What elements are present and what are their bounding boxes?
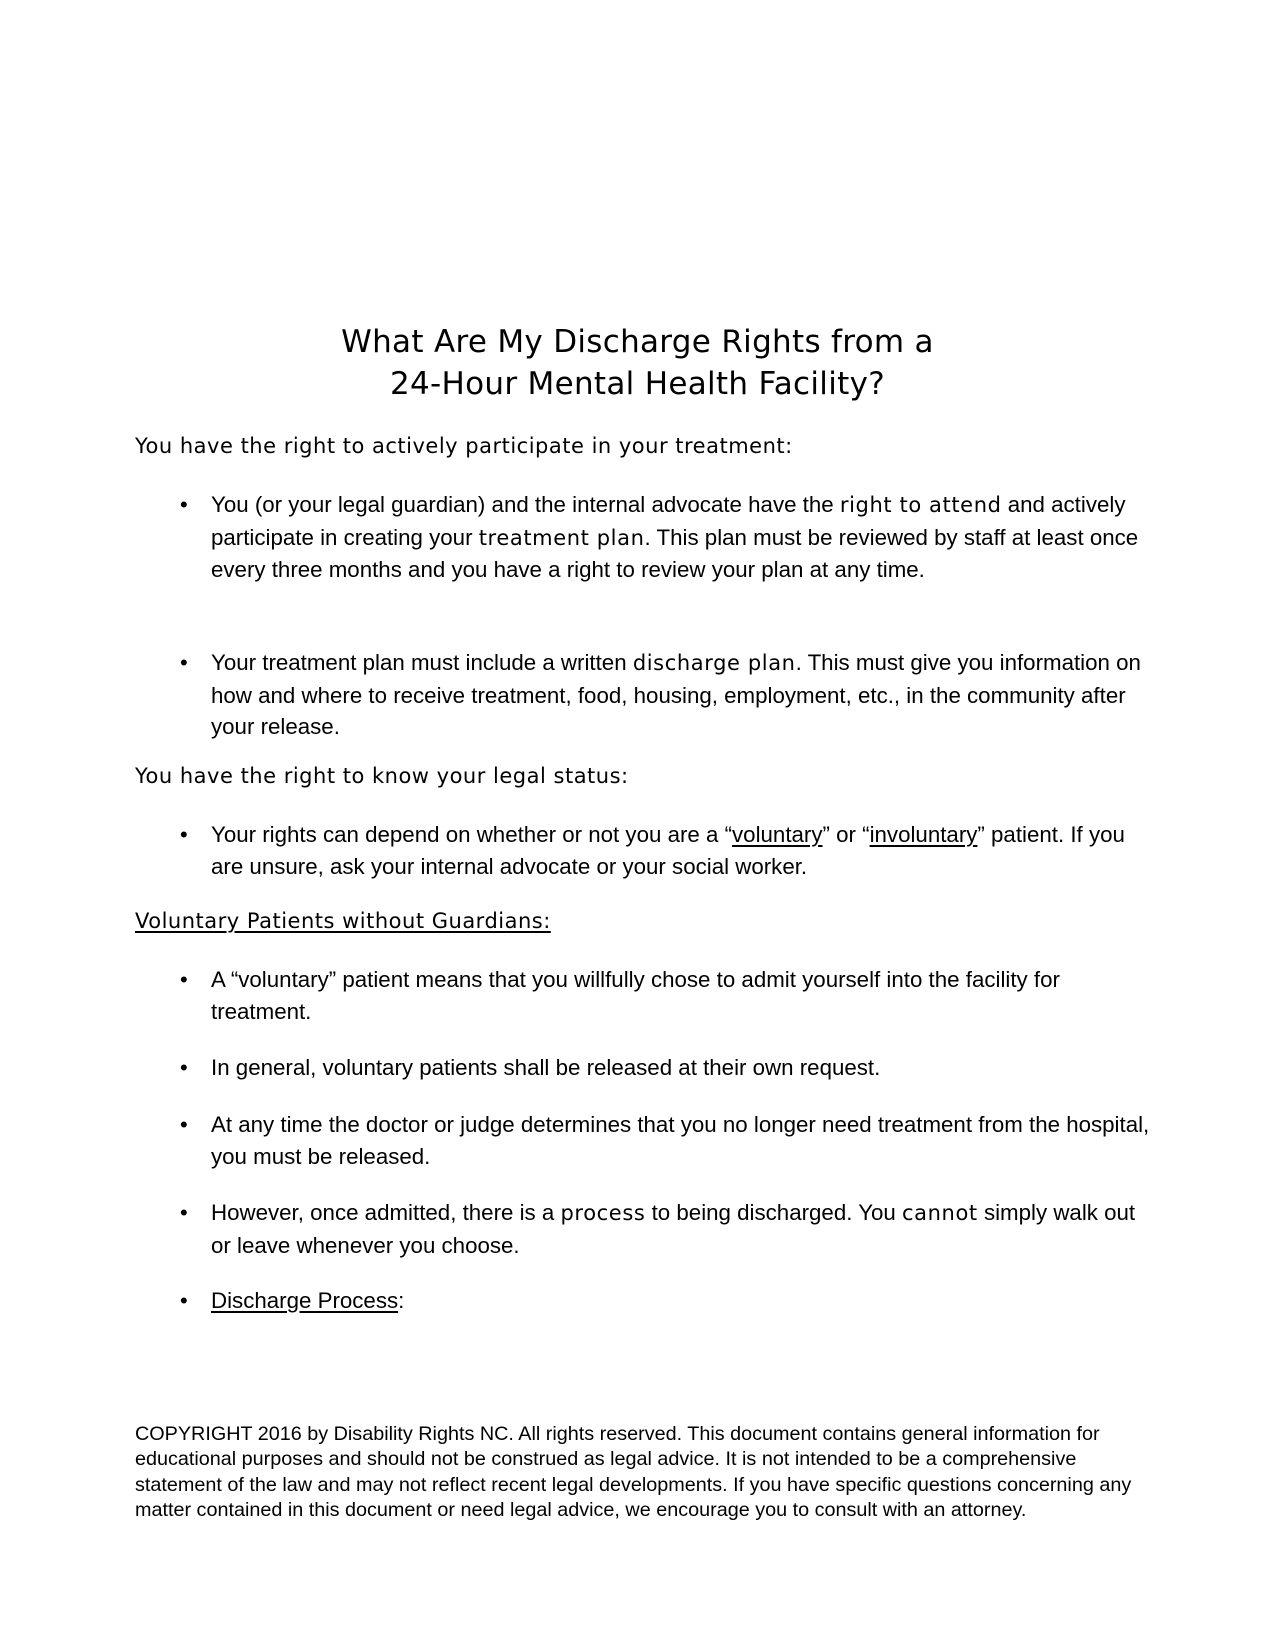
page-title [0, 321, 1275, 405]
emphasis-discharge-plan: discharge plan [632, 651, 796, 675]
bullet-text [211, 647, 1156, 743]
emphasis-cannot: cannot [902, 1201, 978, 1225]
text-run: to being discharged. You [645, 1200, 903, 1225]
section-heading-text: Voluntary Patients without Guardians: [135, 909, 551, 933]
emphasis-treatment-plan: treatment plan [478, 525, 645, 550]
text-run: Your rights can depend on whether or not you are a “ [211, 822, 733, 847]
copyright-notice: COPYRIGHT 2016 by Disability Rights NC. All rights reserved. This document contains general information for educational purposes and should not be construed as legal advice. It is not intended to be a comprehensive statement of the law and may not reflect recent legal developments. If you have specific questions concerning any matter contained in this document or need legal advice, we encourage you to consult with an attorney. [135, 1423, 1132, 1522]
bullet-text: At any time the doctor or judge determines that you no longer need treatment from the hospital, you must be released. [211, 1112, 1150, 1169]
bullet-icon: • [180, 1112, 188, 1137]
text-run: Your treatment plan must include a written [211, 650, 633, 675]
emphasis-right-to-attend: right to attend [839, 493, 1002, 517]
text-run: : [398, 1288, 405, 1313]
bullet-icon: • [180, 1200, 188, 1225]
text-run: ” or “ [822, 822, 870, 847]
text-run: However, once admitted, there is a [211, 1200, 561, 1225]
bullet-text: A “voluntary” patient means that you willfully chose to admit yourself into the facility for treatment. [211, 967, 1060, 1024]
bullet-text [211, 1197, 1156, 1261]
bullet-text [211, 819, 1156, 882]
underlined-term-voluntary: voluntary [732, 822, 823, 847]
section-heading-voluntary-patients [135, 907, 551, 935]
bullet-text [211, 1285, 1156, 1317]
bullet-icon: • [180, 822, 188, 847]
text-run: ” patient. If you are unsure, ask your internal advocate or your social worker. [211, 822, 1125, 879]
text-run: . This plan must be reviewed by staff at least once every three months and you have a right to review your plan at any time. [211, 524, 1139, 583]
bullet-text: In general, voluntary patients shall be released at their own request. [211, 1055, 881, 1080]
underlined-term-discharge-process: Discharge Process [211, 1288, 399, 1313]
text-run: . This must give you information on how and where to receive treatment, food, housing, employment, etc., in the community after your release. [211, 650, 1141, 740]
bullet-text [211, 489, 1156, 586]
bullet-icon: • [180, 1055, 188, 1080]
bullet-icon: • [180, 967, 188, 992]
page-title-line-2: 24-Hour Mental Health Facility? [389, 366, 885, 402]
bullet-icon: • [180, 492, 188, 517]
emphasis-process: process [560, 1201, 646, 1225]
text-run: simply walk out or leave whenever you choose. [211, 1200, 1136, 1258]
bullet-icon: • [180, 1288, 188, 1313]
text-run: You (or your legal guardian) and the internal advocate have the [211, 492, 840, 517]
page-title-line-1: What Are My Discharge Rights from a [341, 324, 934, 360]
section-heading-legal-status: You have the right to know your legal status: [135, 764, 629, 788]
underlined-term-involuntary: involuntary [869, 822, 978, 847]
text-run: and actively participate in creating your [211, 492, 1126, 550]
section-heading-participate: You have the right to actively participate in your treatment: [135, 434, 793, 458]
bullet-icon: • [180, 650, 188, 675]
